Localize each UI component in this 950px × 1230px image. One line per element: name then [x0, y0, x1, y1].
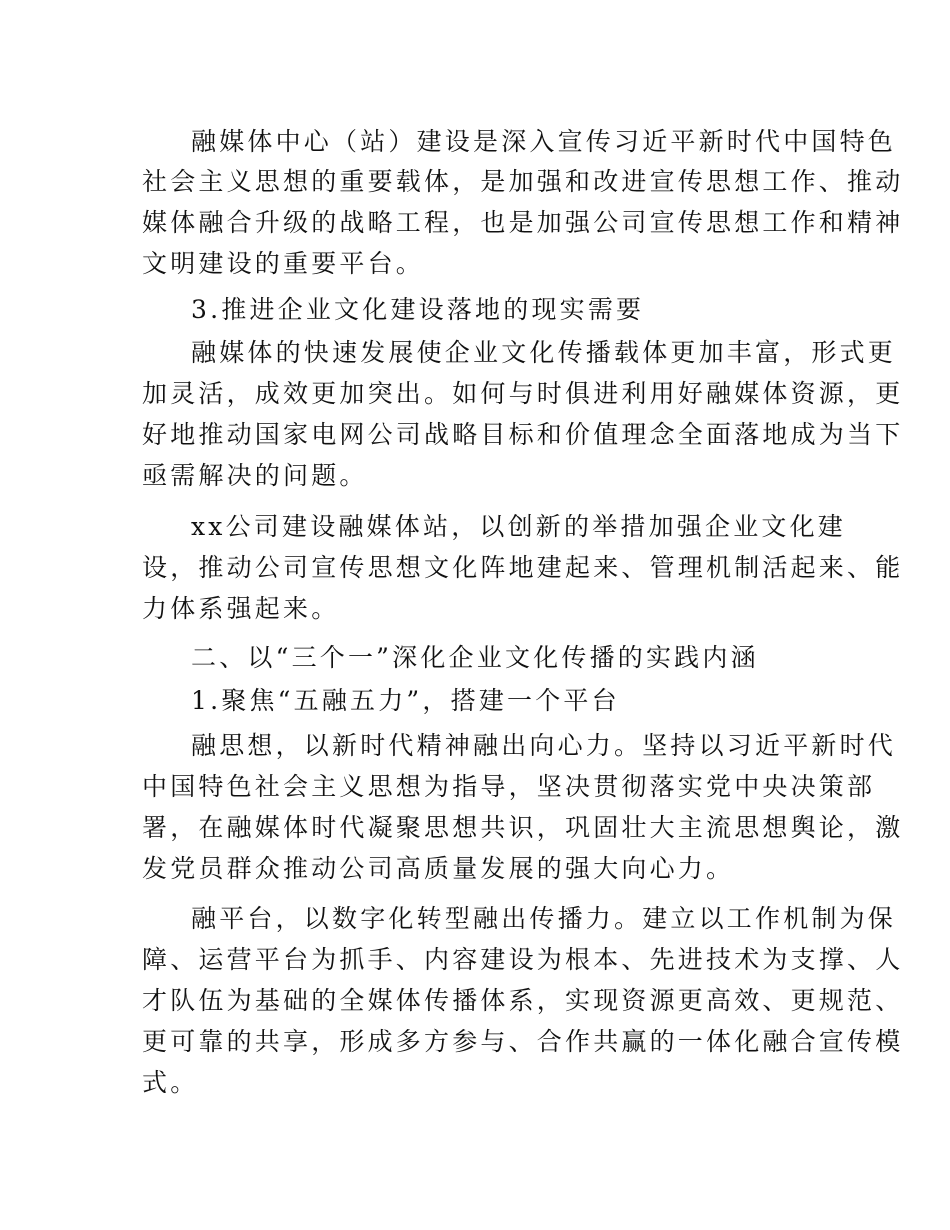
paragraph-line: 中国特色社会主义思想为指导，坚决贯彻落实党中央决策部 — [142, 772, 876, 801]
paragraph-line: 力体系强起来。 — [142, 594, 340, 623]
paragraph-line: 社会主义思想的重要载体，是加强和改进宣传思想工作、推动 — [142, 167, 904, 196]
paragraph-line: 才队伍为基础的全媒体传播体系，实现资源更高效、更规范、 — [142, 986, 904, 1015]
paragraph-line: xx公司建设融媒体站，以创新的举措加强企业文化建 — [191, 512, 847, 541]
paragraph-line: 媒体融合升级的战略工程，也是加强公司宣传思想工作和精神 — [142, 208, 904, 237]
paragraph-line: 障、运营平台为抓手、内容建设为根本、先进技术为支撑、人 — [142, 945, 904, 974]
paragraph-line: 设，推动公司宣传思想文化阵地建起来、管理机制活起来、能 — [142, 553, 904, 582]
subsection-heading: 1.聚焦“五融五力”，搭建一个平台 — [191, 686, 620, 715]
paragraph-line: 发党员群众推动公司高质量发展的强大向心力。 — [142, 854, 735, 883]
paragraph-line: 融媒体中心（站）建设是深入宣传习近平新时代中国特色 — [191, 127, 897, 156]
paragraph-line: 更可靠的共享，形成多方参与、合作共赢的一体化融合宣传模 — [142, 1027, 904, 1056]
paragraph-line: 署，在融媒体时代凝聚思想共识，巩固壮大主流思想舆论，激 — [142, 813, 904, 842]
paragraph-line: 融媒体的快速发展使企业文化传播载体更加丰富，形式更 — [191, 338, 897, 367]
paragraph-line: 亟需解决的问题。 — [142, 461, 368, 490]
paragraph-line: 式。 — [142, 1068, 199, 1097]
section-heading: 3.推进企业文化建设落地的现实需要 — [191, 295, 645, 324]
paragraph-line: 融思想，以新时代精神融出向心力。坚持以习近平新时代 — [191, 731, 897, 760]
section-heading: 二、以“三个一”深化企业文化传播的实践内涵 — [191, 643, 759, 672]
paragraph-line: 加灵活，成效更加突出。如何与时俱进利用好融媒体资源，更 — [142, 379, 904, 408]
paragraph-line: 融平台，以数字化转型融出传播力。建立以工作机制为保 — [191, 904, 897, 933]
paragraph-line: 好地推动国家电网公司战略目标和价值理念全面落地成为当下 — [142, 420, 904, 449]
paragraph-line: 文明建设的重要平台。 — [142, 249, 425, 278]
